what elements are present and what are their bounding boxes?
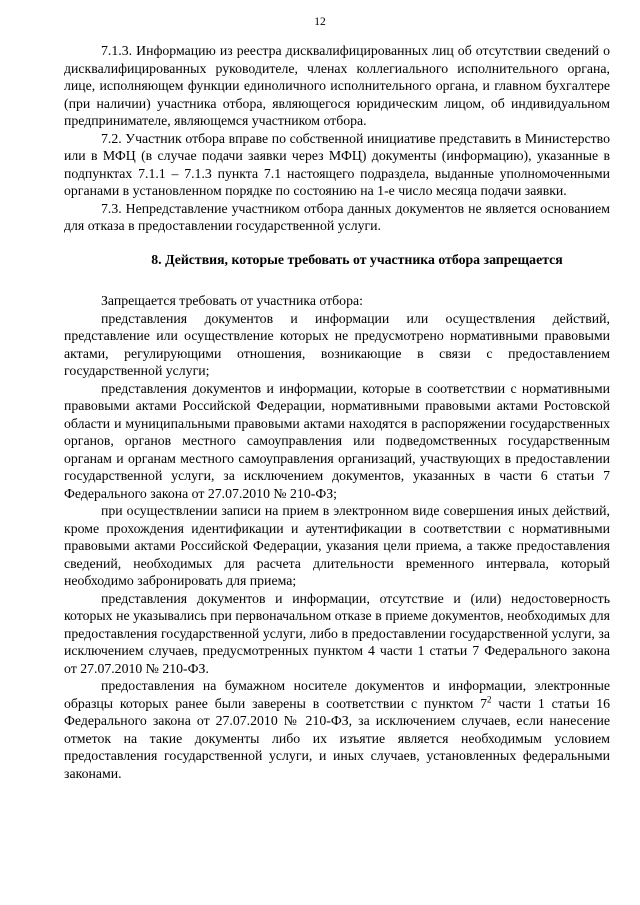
last-paragraph-text-1: предоставления на бумажном носителе документов и информации, электронные образцы которых ранее были заверены в соответствии с пунктом 7	[64, 678, 610, 711]
lead-text: Запрещается требовать от участника отбора:	[101, 293, 363, 308]
superscript: 2	[487, 693, 492, 704]
paragraph-7-1-3: 7.1.3. Информацию из реестра дисквалифицированных лиц об отсутствии сведений о дисквалифицированных руководителе, членах коллегиального исполнительного органа, лице, исполняющем функции единоличного исполнительного органа, и главном бухгалтере (при наличии) участника отбора, являющегося юридическим лицом, об индивидуальном предпринимателе, являющемся участником отбора.	[64, 43, 610, 128]
page-number: 12	[314, 16, 326, 28]
document-body	[64, 42, 610, 782]
list-paragraph: при осуществлении записи на прием в электронном виде совершения иных действий, кроме прохождения идентификации и аутентификации в соответствии с нормативными правовыми актами Российской Федерации, указания цели приема, а также предоставления сведений, необходимых для расчета длительности временного интервала, который необходимо забронировать для приема;	[64, 503, 610, 588]
last-paragraph-text-2: части 1 статьи 16 Федерального закона от 27.07.2010 № 210-ФЗ, за исключением случаев, если нанесение отметок на такие документы либо их изъятие является необходимым условием предоставления государственной услуги, и иных случаев, установленных федеральными законами.	[64, 695, 610, 781]
last-paragraph	[64, 677, 610, 782]
list-paragraph: представления документов и информации или осуществления действий, представление или осуществление которых не предусмотрено нормативными правовыми актами, регулирующими отношения, возникающие в связи с предоставлением государственной услуги;	[64, 310, 610, 378]
list-paragraph: представления документов и информации, которые в соответствии с нормативными правовыми актами Российской Федерации, нормативными правовыми актами Ростовской области и муниципальными правовыми актами находятся в распоряжении государственных органов, органов местного самоуправления или подведомственных государственным органам и органам местного самоуправления организаций, участвующих в предоставлении государственной услуги, за исключением документов, указанных в части 6 статьи 7 Федерального закона от 27.07.2010 № 210-ФЗ;	[64, 380, 610, 501]
section-heading: 8. Действия, которые требовать от участника отбора запрещается	[151, 251, 563, 267]
paragraph-7-2: 7.2. Участник отбора вправе по собственной инициативе представить в Министерство или в МФЦ (в случае подачи заявки через МФЦ) документы (информацию), указанные в подпунктах 7.1.1 – 7.1.3 пункта 7.1 настоящего подраздела, выданные уполномоченными органами в установленном порядке по состоянию на 1-е число месяца подачи заявки.	[64, 130, 610, 198]
paragraph-7-3: 7.3. Непредставление участником отбора данных документов не является основанием для отказа в предоставлении государственной услуги.	[64, 200, 610, 233]
list-paragraph: представления документов и информации, отсутствие и (или) недостоверность которых не указывались при первоначальном отказе в приеме документов, необходимых для предоставления государственной услуги, либо в предоставлении государственной услуги, за исключением случаев, предусмотренных пунктом 4 части 1 статьи 7 Федерального закона от 27.07.2010 № 210-ФЗ.	[64, 590, 610, 676]
